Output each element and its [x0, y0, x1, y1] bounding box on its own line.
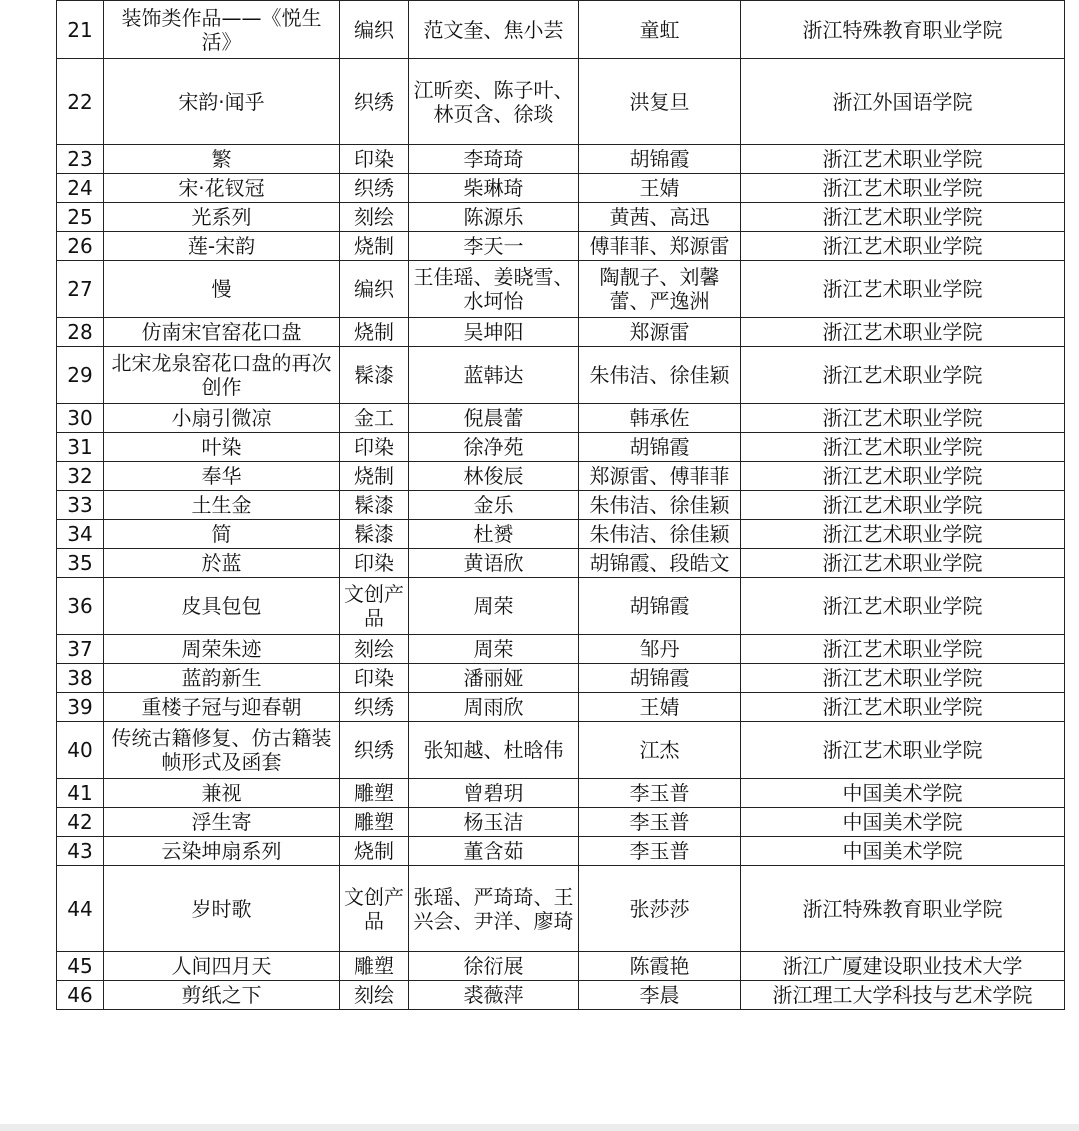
cell-author: 周荣 [409, 578, 579, 635]
cell-school: 浙江艺术职业学院 [741, 404, 1065, 433]
table-row [57, 232, 1065, 261]
cell-title: 土生金 [104, 491, 340, 520]
cell-title: 於蓝 [104, 549, 340, 578]
cell-school: 浙江艺术职业学院 [741, 693, 1065, 722]
cell-craft: 印染 [340, 549, 409, 578]
cell-no: 39 [57, 693, 104, 722]
cell-title: 剪纸之下 [104, 981, 340, 1010]
cell-craft: 烧制 [340, 318, 409, 347]
cell-school: 浙江艺术职业学院 [741, 462, 1065, 491]
cell-craft: 编织 [340, 261, 409, 318]
cell-craft: 雕塑 [340, 808, 409, 837]
cell-advisor: 郑源雷 [579, 318, 741, 347]
cell-advisor: 李玉普 [579, 837, 741, 866]
cell-no: 38 [57, 664, 104, 693]
cell-title: 皮具包包 [104, 578, 340, 635]
cell-school: 浙江艺术职业学院 [741, 491, 1065, 520]
cell-title: 宋韵·闻乎 [104, 59, 340, 145]
cell-title: 蓝韵新生 [104, 664, 340, 693]
cell-craft: 髹漆 [340, 520, 409, 549]
cell-craft: 织绣 [340, 722, 409, 779]
cell-author: 杜赟 [409, 520, 579, 549]
cell-author: 倪晨蕾 [409, 404, 579, 433]
cell-author: 周荣 [409, 635, 579, 664]
table-row [57, 520, 1065, 549]
cell-title: 莲-宋韵 [104, 232, 340, 261]
cell-author: 王佳瑶、姜晓雪、水坷怡 [409, 261, 579, 318]
cell-no: 33 [57, 491, 104, 520]
cell-craft: 织绣 [340, 693, 409, 722]
cell-author: 金乐 [409, 491, 579, 520]
cell-author: 张瑶、严琦琦、王兴会、尹洋、廖琦 [409, 866, 579, 952]
cell-author: 潘丽娅 [409, 664, 579, 693]
cell-school: 浙江艺术职业学院 [741, 664, 1065, 693]
table-row [57, 145, 1065, 174]
cell-craft: 印染 [340, 145, 409, 174]
cell-craft: 雕塑 [340, 779, 409, 808]
table-row [57, 174, 1065, 203]
cell-school: 浙江艺术职业学院 [741, 635, 1065, 664]
cell-no: 23 [57, 145, 104, 174]
cell-advisor: 江杰 [579, 722, 741, 779]
table-row [57, 722, 1065, 779]
cell-author: 林俊辰 [409, 462, 579, 491]
cell-school: 浙江艺术职业学院 [741, 174, 1065, 203]
table-row [57, 808, 1065, 837]
table-row [57, 549, 1065, 578]
cell-title: 叶染 [104, 433, 340, 462]
cell-craft: 刻绘 [340, 635, 409, 664]
cell-craft: 烧制 [340, 462, 409, 491]
cell-craft: 织绣 [340, 174, 409, 203]
table-row [57, 779, 1065, 808]
cell-title: 仿南宋官窑花口盘 [104, 318, 340, 347]
table-row [57, 433, 1065, 462]
table-row [57, 347, 1065, 404]
cell-craft: 编织 [340, 1, 409, 59]
cell-advisor: 胡锦霞 [579, 145, 741, 174]
cell-school: 浙江艺术职业学院 [741, 549, 1065, 578]
cell-school: 浙江艺术职业学院 [741, 318, 1065, 347]
cell-school: 中国美术学院 [741, 808, 1065, 837]
cell-title: 兼视 [104, 779, 340, 808]
award-list-body [57, 1, 1065, 1010]
cell-advisor: 韩承佐 [579, 404, 741, 433]
cell-advisor: 傅菲菲、郑源雷 [579, 232, 741, 261]
cell-no: 37 [57, 635, 104, 664]
cell-craft: 金工 [340, 404, 409, 433]
table-row [57, 981, 1065, 1010]
cell-no: 27 [57, 261, 104, 318]
cell-no: 45 [57, 952, 104, 981]
cell-author: 李天一 [409, 232, 579, 261]
table-row [57, 404, 1065, 433]
cell-school: 中国美术学院 [741, 837, 1065, 866]
table-row [57, 866, 1065, 952]
cell-advisor: 朱伟洁、徐佳颖 [579, 491, 741, 520]
cell-no: 44 [57, 866, 104, 952]
table-row [57, 462, 1065, 491]
cell-advisor: 李玉普 [579, 808, 741, 837]
cell-no: 36 [57, 578, 104, 635]
cell-advisor: 胡锦霞、段皓文 [579, 549, 741, 578]
cell-school: 浙江艺术职业学院 [741, 520, 1065, 549]
cell-no: 34 [57, 520, 104, 549]
cell-advisor: 朱伟洁、徐佳颖 [579, 347, 741, 404]
cell-no: 35 [57, 549, 104, 578]
table-row [57, 1, 1065, 59]
cell-title: 周荣朱迹 [104, 635, 340, 664]
cell-advisor: 邹丹 [579, 635, 741, 664]
award-list-table [56, 0, 1065, 1010]
cell-craft: 髹漆 [340, 347, 409, 404]
cell-school: 浙江艺术职业学院 [741, 347, 1065, 404]
cell-advisor: 黄茜、高迅 [579, 203, 741, 232]
table-row [57, 318, 1065, 347]
cell-no: 43 [57, 837, 104, 866]
cell-author: 徐净苑 [409, 433, 579, 462]
cell-craft: 印染 [340, 433, 409, 462]
cell-author: 裘薇萍 [409, 981, 579, 1010]
cell-craft: 烧制 [340, 837, 409, 866]
cell-author: 董含茹 [409, 837, 579, 866]
cell-advisor: 李晨 [579, 981, 741, 1010]
cell-title: 北宋龙泉窑花口盘的再次创作 [104, 347, 340, 404]
cell-author: 杨玉洁 [409, 808, 579, 837]
cell-title: 宋·花钗冠 [104, 174, 340, 203]
cell-advisor: 王婧 [579, 693, 741, 722]
cell-school: 浙江外国语学院 [741, 59, 1065, 145]
cell-no: 24 [57, 174, 104, 203]
cell-school: 浙江艺术职业学院 [741, 145, 1065, 174]
cell-craft: 文创产品 [340, 578, 409, 635]
cell-advisor: 胡锦霞 [579, 578, 741, 635]
cell-title: 小扇引微凉 [104, 404, 340, 433]
cell-author: 柴琳琦 [409, 174, 579, 203]
cell-school: 浙江艺术职业学院 [741, 578, 1065, 635]
cell-advisor: 陈霞艳 [579, 952, 741, 981]
cell-school: 浙江广厦建设职业技术大学 [741, 952, 1065, 981]
cell-no: 31 [57, 433, 104, 462]
cell-school: 浙江特殊教育职业学院 [741, 1, 1065, 59]
cell-author: 李琦琦 [409, 145, 579, 174]
cell-advisor: 王婧 [579, 174, 741, 203]
cell-author: 陈源乐 [409, 203, 579, 232]
cell-no: 30 [57, 404, 104, 433]
cell-school: 浙江理工大学科技与艺术学院 [741, 981, 1065, 1010]
cell-title: 岁时歌 [104, 866, 340, 952]
cell-author: 黄语欣 [409, 549, 579, 578]
cell-school: 浙江艺术职业学院 [741, 203, 1065, 232]
cell-no: 32 [57, 462, 104, 491]
cell-advisor: 李玉普 [579, 779, 741, 808]
cell-no: 22 [57, 59, 104, 145]
table-row [57, 578, 1065, 635]
cell-advisor: 郑源雷、傅菲菲 [579, 462, 741, 491]
cell-school: 浙江艺术职业学院 [741, 261, 1065, 318]
cell-craft: 文创产品 [340, 866, 409, 952]
cell-advisor: 童虹 [579, 1, 741, 59]
cell-author: 徐衍展 [409, 952, 579, 981]
cell-school: 浙江艺术职业学院 [741, 722, 1065, 779]
cell-title: 浮生寄 [104, 808, 340, 837]
cell-craft: 雕塑 [340, 952, 409, 981]
cell-school: 浙江艺术职业学院 [741, 232, 1065, 261]
cell-advisor: 胡锦霞 [579, 664, 741, 693]
cell-advisor: 朱伟洁、徐佳颖 [579, 520, 741, 549]
cell-school: 浙江艺术职业学院 [741, 433, 1065, 462]
cell-craft: 刻绘 [340, 981, 409, 1010]
cell-title: 简 [104, 520, 340, 549]
cell-author: 周雨欣 [409, 693, 579, 722]
cell-no: 41 [57, 779, 104, 808]
cell-no: 25 [57, 203, 104, 232]
cell-title: 人间四月天 [104, 952, 340, 981]
cell-author: 曾碧玥 [409, 779, 579, 808]
cell-title: 慢 [104, 261, 340, 318]
table-row [57, 491, 1065, 520]
table-row [57, 664, 1065, 693]
table-row [57, 693, 1065, 722]
cell-school: 中国美术学院 [741, 779, 1065, 808]
table-row [57, 203, 1065, 232]
cell-author: 江昕奕、陈子叶、林页含、徐琰 [409, 59, 579, 145]
cell-no: 40 [57, 722, 104, 779]
cell-no: 29 [57, 347, 104, 404]
cell-no: 26 [57, 232, 104, 261]
cell-title: 传统古籍修复、仿古籍装帧形式及函套 [104, 722, 340, 779]
cell-advisor: 胡锦霞 [579, 433, 741, 462]
cell-title: 光系列 [104, 203, 340, 232]
cell-craft: 刻绘 [340, 203, 409, 232]
cell-title: 重楼子冠与迎春朝 [104, 693, 340, 722]
cell-advisor: 陶靓子、刘馨蕾、严逸洲 [579, 261, 741, 318]
cell-no: 42 [57, 808, 104, 837]
cell-advisor: 张莎莎 [579, 866, 741, 952]
cell-no: 21 [57, 1, 104, 59]
cell-no: 28 [57, 318, 104, 347]
cell-title: 云染坤扇系列 [104, 837, 340, 866]
cell-craft: 印染 [340, 664, 409, 693]
cell-author: 范文奎、焦小芸 [409, 1, 579, 59]
table-row [57, 635, 1065, 664]
cell-craft: 织绣 [340, 59, 409, 145]
cell-author: 张知越、杜晗伟 [409, 722, 579, 779]
cell-title: 装饰类作品——《悦生活》 [104, 1, 340, 59]
cell-craft: 烧制 [340, 232, 409, 261]
cell-advisor: 洪复旦 [579, 59, 741, 145]
table-row [57, 837, 1065, 866]
table-row [57, 952, 1065, 981]
table-row [57, 261, 1065, 318]
cell-author: 蓝韩达 [409, 347, 579, 404]
table-row [57, 59, 1065, 145]
cell-craft: 髹漆 [340, 491, 409, 520]
cell-author: 吴坤阳 [409, 318, 579, 347]
cell-title: 奉华 [104, 462, 340, 491]
page-bottom-edge [0, 1124, 1079, 1131]
cell-title: 繁 [104, 145, 340, 174]
cell-no: 46 [57, 981, 104, 1010]
cell-school: 浙江特殊教育职业学院 [741, 866, 1065, 952]
